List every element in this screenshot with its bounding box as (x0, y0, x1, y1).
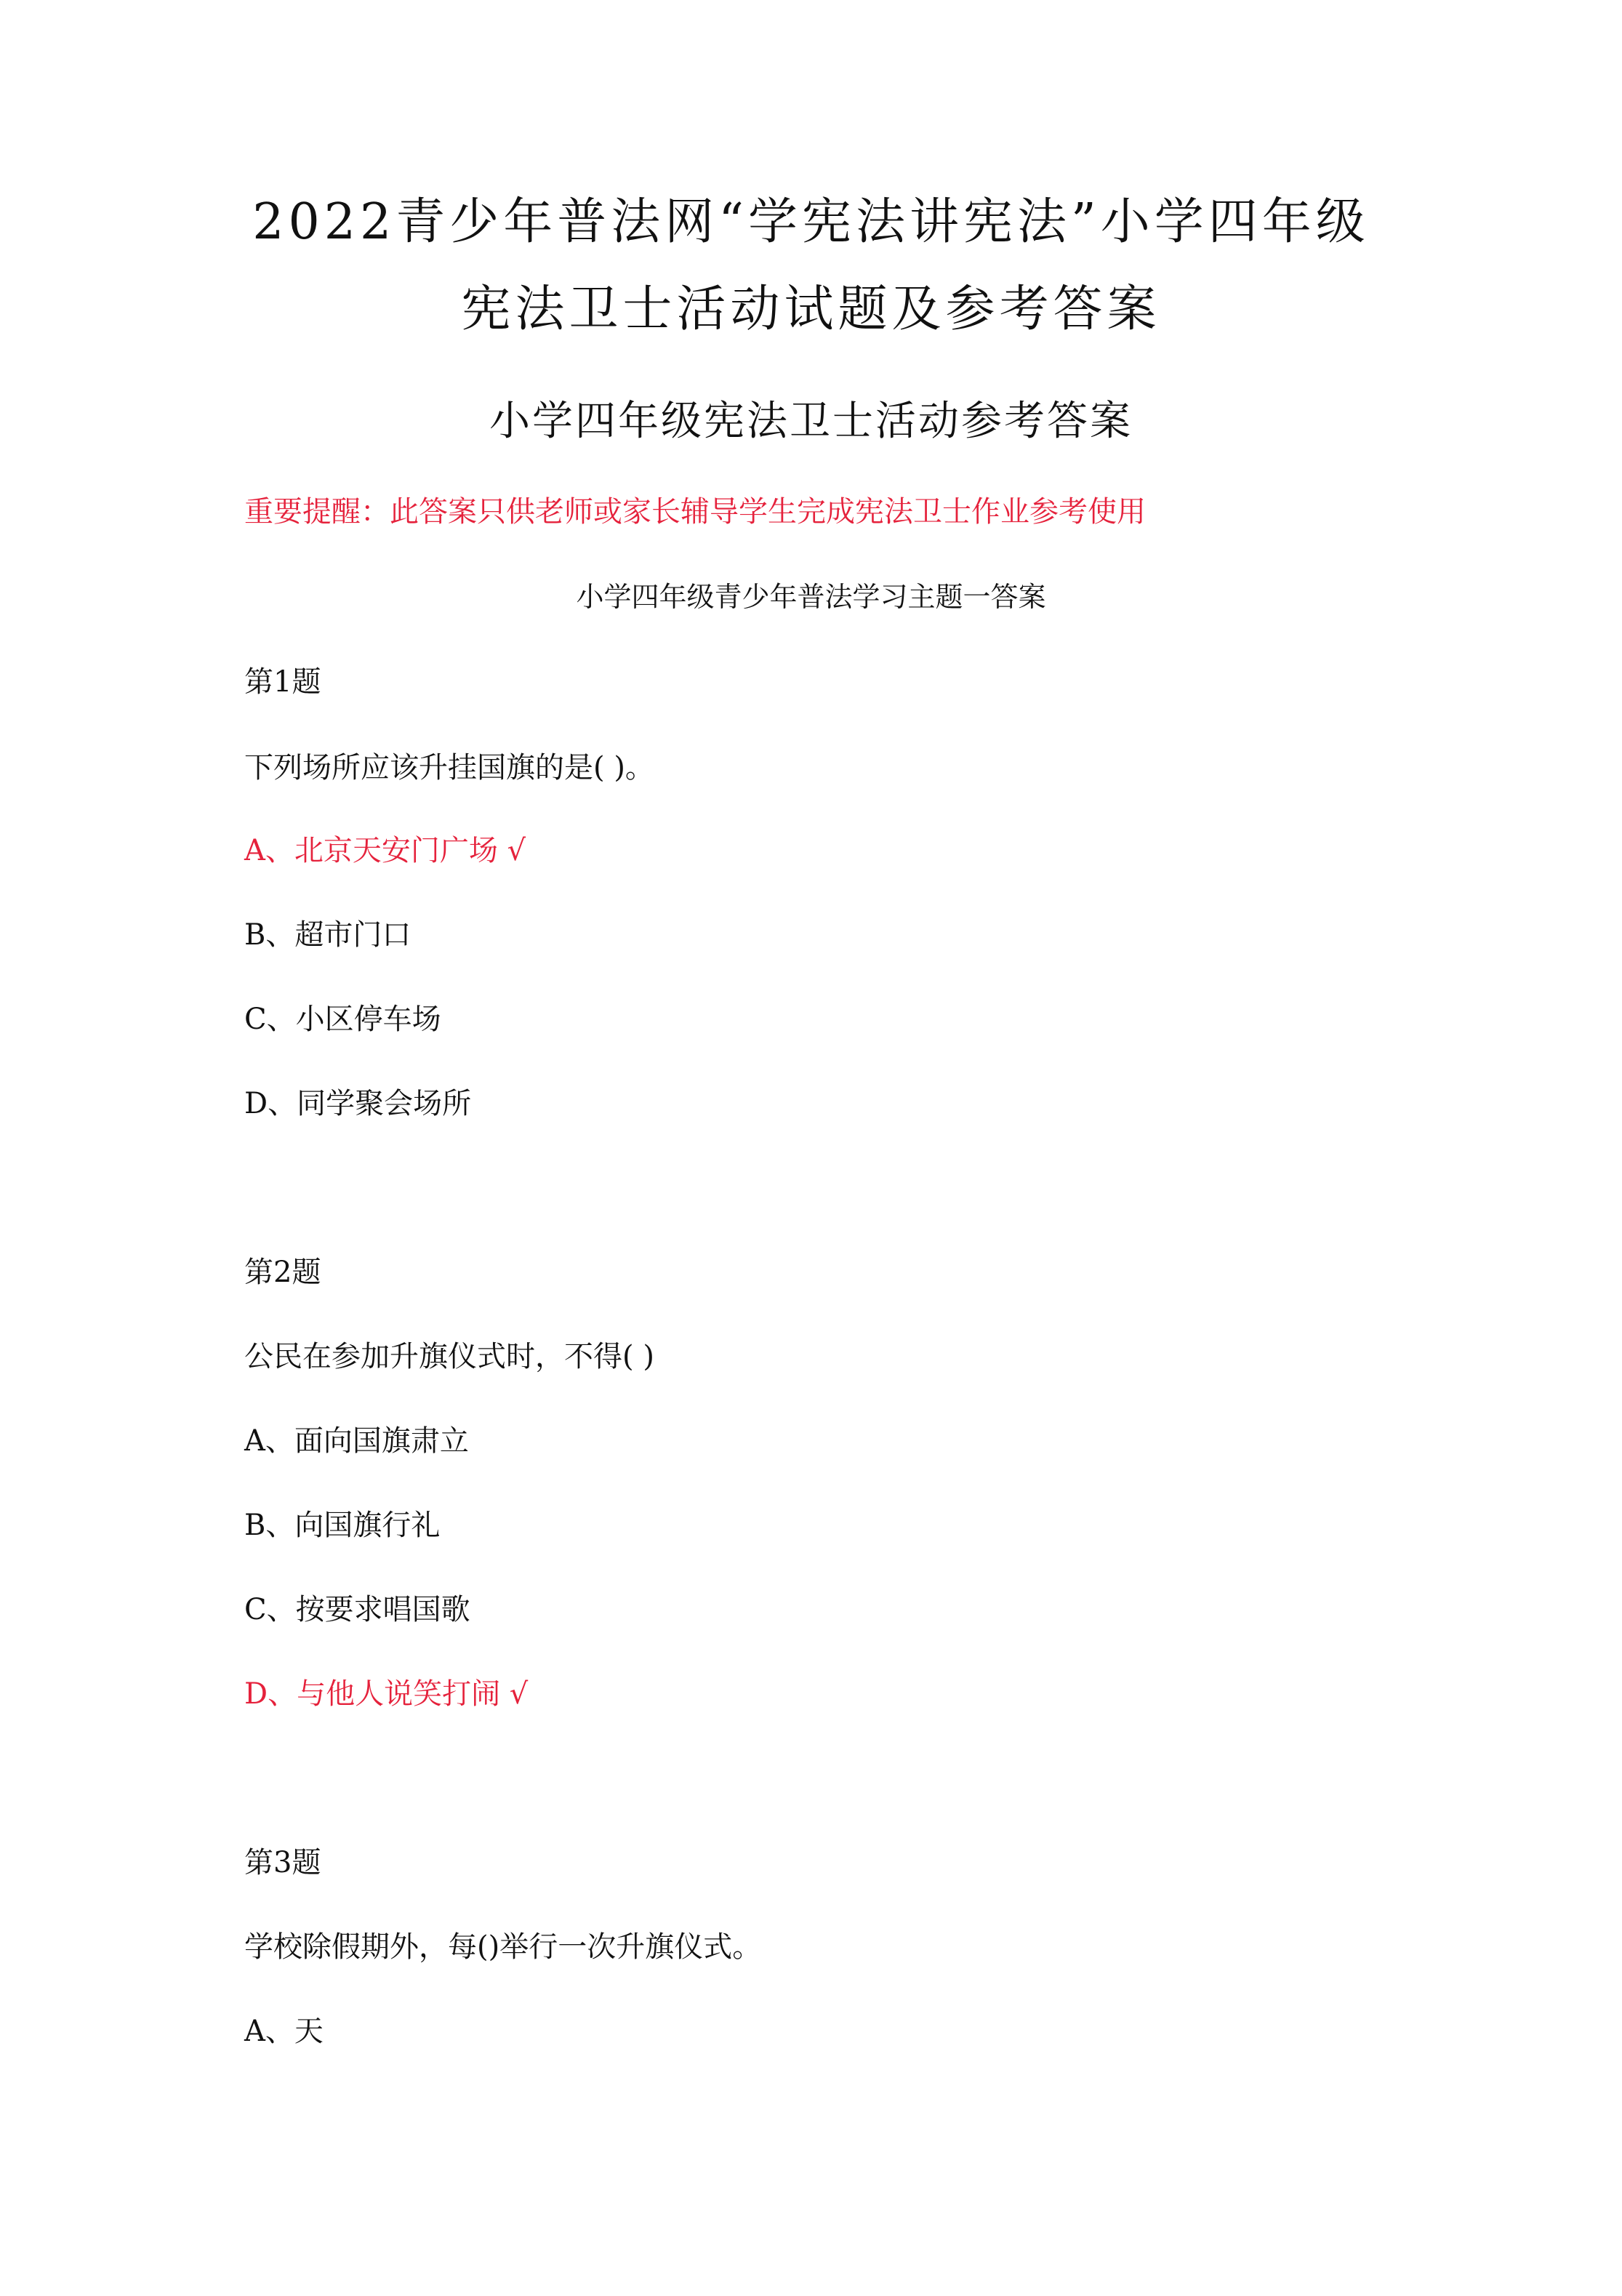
question-1-option-d: D、同学聚会场所 (244, 1087, 472, 1120)
question-1-option-b: B、超市门口 (244, 918, 411, 952)
question-2-number: 第2题 (244, 1256, 321, 1289)
question-1-option-c: C、小区停车场 (244, 1003, 441, 1036)
question-2-option-d: D、与他人说笑打闹 √ (244, 1677, 529, 1711)
question-2-option-c: C、按要求唱国歌 (244, 1593, 470, 1626)
question-3-text: 学校除假期外，每()举行一次升旗仪式。 (244, 1930, 762, 1964)
document-title-line-2: 宪法卫士活动试题及参考答案 (461, 281, 1161, 338)
question-2-text: 公民在参加升旗仪式时，不得( ) (244, 1340, 654, 1373)
section-title: 小学四年级青少年普法学习主题一答案 (576, 581, 1046, 613)
question-2-option-b: B、向国旗行礼 (244, 1509, 441, 1542)
important-notice: 重要提醒：此答案只供老师或家长辅导学生完成宪法卫士作业参考使用 (244, 495, 1146, 529)
document-title-line-1: 2022青少年普法网“学宪法讲宪法”小学四年级 (252, 193, 1370, 251)
question-1-text: 下列场所应该升挂国旗的是( )。 (244, 751, 654, 784)
question-1-option-a: A、北京天安门广场 √ (244, 834, 526, 867)
question-3-option-a: A、天 (244, 2015, 324, 2048)
question-1-number: 第1题 (244, 665, 321, 699)
question-2-option-a: A、面向国旗肃立 (244, 1424, 469, 1458)
document-subtitle: 小学四年级宪法卫士活动参考答案 (489, 398, 1133, 445)
question-3-number: 第3题 (244, 1846, 321, 1879)
